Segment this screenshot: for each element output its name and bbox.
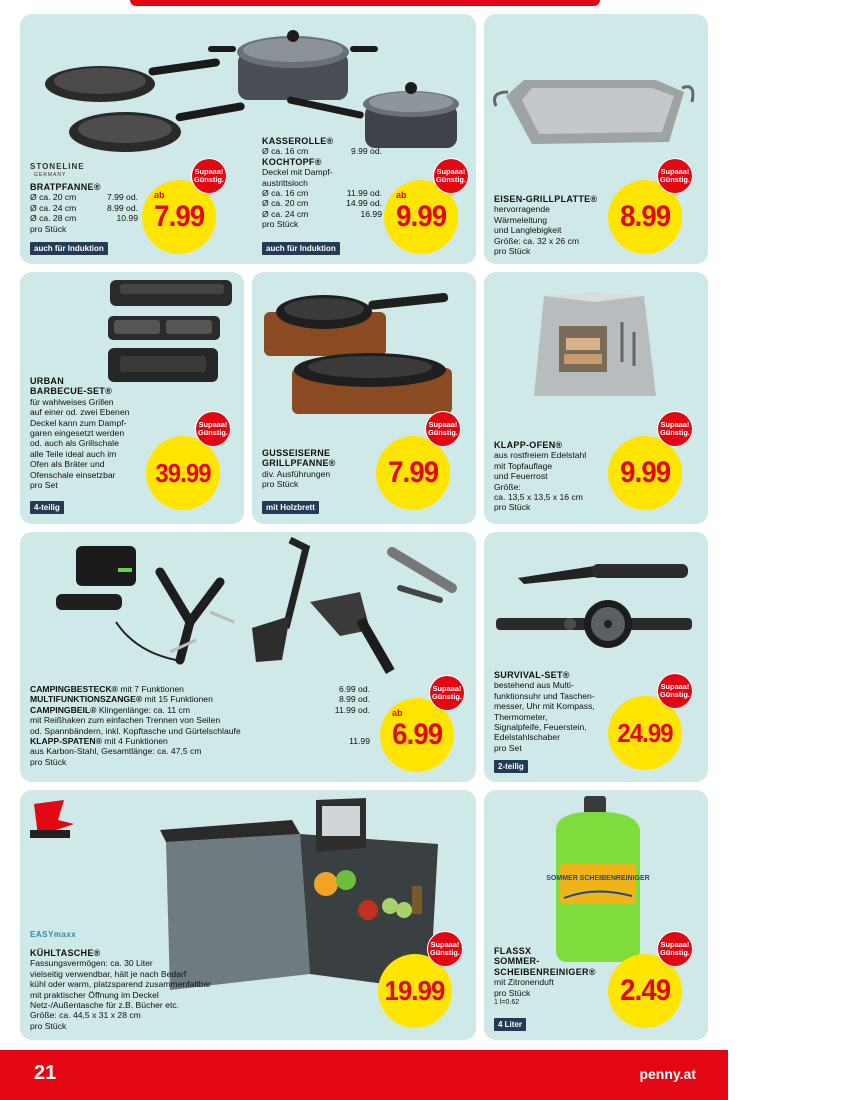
folding-stove-image [484,272,708,422]
washer-text: FLASSX SOMMER- SCHEIBENREINIGER® mit Zitronenduft pro Stück 1 l=0.62 [494,946,596,1007]
top-red-tab [130,0,600,6]
two-piece-tag: 2-teilig [494,760,528,773]
cooler-text: KÜHLTASCHE® Fassungsvermögen: ca. 30 Liter vielseitig verwendbar, hält je nach Bedarf kühl oder warm, platzsparend zusammenfaltbar mit praktischer Öffnung im Deckel Netz-/Außentasche für z.B. Bücher etc. Größe: ca. 44,5 x 31 x 28 cm pro Stück [30,948,212,1031]
panel-washer-fluid [484,790,708,1040]
supaaa-badge: Supaaa! Günstig. [192,159,226,193]
supaaa-badge: Supaaa! Günstig. [434,159,468,193]
supaaa-badge: Supaaa! Günstig. [658,159,692,193]
easymaxx-logo: EASYmaxx [30,930,77,939]
panel-survival-set [484,532,708,782]
survival-price: 24.99 [608,696,682,770]
supaaa-badge: Supaaa! Günstig. [426,412,460,446]
camping-text: CAMPINGBESTECK® mit 7 Funktionen 6.99 od. MULTIFUNKTIONSZANGE® mit 15 Funktionen 8.99 od. CAMPINGBEIL® Klingenlänge: ca. 11 cm 11.99 od. mit Reißhaken zum einfachen Trennen von Seilen od. Spannbändern, inkl. Kopftasche und Gürtelschlaufe KLAPP-SPATEN® mit 4 Funktionen 11.99 aus Karbon-Stahl, Gesamtlänge: ca. 47,5 cm pro Stück [30,684,370,767]
tv-seal [30,800,74,838]
four-liter-tag: 4 Liter [494,1018,526,1031]
pans-row: Ø ca. 24 cm 8.99 od. [30,202,138,213]
kochtopf-title: KOCHTOPF® [262,156,322,167]
survival-text: SURVIVAL-SET® bestehend aus Multi- funktionsuhr und Taschen- messer, Uhr mit Kompass, Thermometer, Signalpfeife, Feuerstein, Edelstahlschaber pro Set [494,670,595,753]
camping-price: ab 6.99 [380,698,454,772]
camping-tools-image [20,532,476,682]
cooler-price: 19.99 [378,954,452,1028]
bottle-label: SOMMER SCHEIBENREINIGER [546,875,650,882]
pans-row: Ø ca. 20 cm 7.99 od. [30,192,138,203]
grill-price: 8.99 [608,180,682,254]
stoneline-logo-sub: GERMANY [34,172,67,178]
cast-iron-pan-image [252,272,476,422]
website-link[interactable]: penny.at [639,1066,696,1082]
panel-cooler-bag [20,790,476,1040]
panel-folding-stove [484,272,708,524]
stove-price: 9.99 [608,436,682,510]
panel-pans-pots [20,14,476,264]
pans-text [30,182,138,234]
supaaa-badge: Supaaa! Günstig. [196,412,230,446]
supaaa-badge: Supaaa! Günstig. [430,676,464,710]
four-piece-tag: 4-teilig [30,501,64,514]
bbq-set-image [20,272,244,382]
induction-tag: auch für Induktion [30,242,108,255]
pans-unit: pro Stück [30,223,67,234]
survival-set-image [484,532,708,662]
supaaa-badge: Supaaa! Günstig. [658,932,692,966]
supaaa-badge: Supaaa! Günstig. [658,674,692,708]
supaaa-badge: Supaaa! Günstig. [428,932,462,966]
pots-price: ab 9.99 [384,180,458,254]
pans-row: Ø ca. 28 cm 10.99 [30,213,138,224]
castiron-price: 7.99 [376,436,450,510]
wood-board-tag: mit Holzbrett [262,501,319,514]
panel-cast-iron [252,272,476,524]
pans-price: ab 7.99 [142,180,216,254]
page-number: 21 [34,1062,57,1084]
pots-text: KASSEROLLE® Ø ca. 16 cm 9.99 od. KOCHTOPF® Deckel mit Dampf- austrittsloch Ø ca. 16 cm 11.99 od. Ø ca. 20 cm 14.99 od. Ø ca. 24 cm 16.99 pro Stück [262,136,382,230]
stoneline-logo: STONELINE [30,162,85,171]
bbq-text: URBAN BARBECUE-SET® für wahlweises Grillen auf einer od. zwei Ebenen Deckel kann zum Dampf- garen eingesetzt werden od. auch als Grillschale alle Teile ideal auch im Ofen als Bräter und Ofenschale einsetzbar pro Set [30,376,130,491]
bbq-price: 39.99 [146,436,220,510]
grill-text: EISEN-GRILLPLATTE® hervorragende Wärmeleitung und Langlebigkeit Größe: ca. 32 x 26 cm pro Stück [494,194,598,257]
pans-title: BRATPFANNE® [30,182,101,192]
supaaa-badge: Supaaa! Günstig. [658,412,692,446]
kasserolle-title: KASSEROLLE® [262,136,334,146]
panel-grill-plate [484,14,708,264]
stove-text: KLAPP-OFEN® aus rostfreiem Edelstahl mit Topfauflage und Feuerrost Größe: ca. 13,5 x 13,5 x 16 cm pro Stück [494,440,587,513]
panel-bbq-set [20,272,244,524]
induction-tag: auch für Induktion [262,242,340,255]
washer-price: 2.49 [608,954,682,1028]
grill-plate-image [484,14,708,164]
castiron-text: GUSSEISERNE GRILLPFANNE® div. Ausführungen pro Stück [262,448,336,490]
panel-camping-tools [20,532,476,782]
